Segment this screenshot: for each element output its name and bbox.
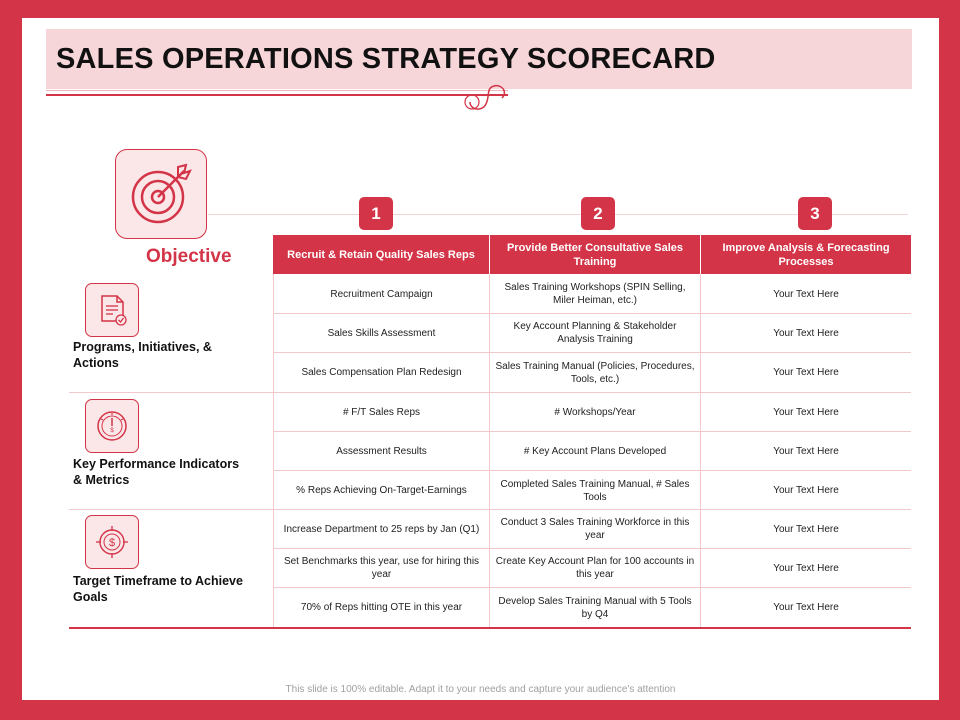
table-cell: Your Text Here: [701, 314, 911, 353]
table-cell: Develop Sales Training Manual with 5 Tools by Q4: [498, 595, 692, 620]
table-cell: Your Text Here: [701, 393, 911, 432]
document-check-icon: [93, 291, 131, 329]
table-cell: Sales Training Workshops (SPIN Selling, Miler Heiman, etc.): [490, 275, 700, 314]
column-header-1: Recruit & Retain Quality Sales Reps: [273, 235, 489, 274]
column-number-1: 1: [359, 197, 393, 230]
table-cell: % Reps Achieving On-Target-Earnings: [296, 485, 467, 496]
table-cell: Your Text Here: [773, 602, 839, 613]
table-cell: # F/T Sales Reps: [274, 393, 489, 432]
slide: [22, 18, 939, 700]
table-cell: Increase Department to 25 reps by Jan (Q1): [274, 510, 489, 549]
table-cell: Your Text Here: [773, 485, 839, 496]
objective-icon-box: [115, 149, 207, 239]
table-cell: # Workshops/Year: [490, 393, 700, 432]
table-bottom-rule: [69, 627, 911, 629]
table-cell: Your Text Here: [701, 510, 911, 549]
column-header-3: Improve Analysis & Forecasting Processes: [701, 235, 911, 274]
svg-text:$: $: [110, 428, 114, 434]
table-cell: Your Text Here: [701, 432, 911, 471]
page-title: SALES OPERATIONS STRATEGY SCORECARD: [56, 43, 716, 75]
column-header-2: Provide Better Consultative Sales Training: [490, 235, 700, 274]
table-cell: Assessment Results: [274, 432, 489, 471]
section-label-programs: Programs, Initiatives, & Actions: [73, 340, 212, 370]
section-label-kpi: Key Performance Indicators & Metrics: [73, 457, 240, 487]
column-number-3: 3: [798, 197, 832, 230]
target-icon-box: [85, 515, 139, 569]
table-cell: Key Account Planning & Stakeholder Analysis Training: [490, 314, 700, 353]
table-cell: Your Text Here: [701, 275, 911, 314]
column-number-2: 2: [581, 197, 615, 230]
svg-text:$: $: [108, 537, 116, 549]
footer-note: This slide is 100% editable. Adapt it to your needs and capture your audience's attention: [285, 684, 676, 695]
section-label-target: Target Timeframe to Achieve Goals: [73, 574, 243, 604]
programs-icon-box: [85, 283, 139, 337]
table-cell: Sales Compensation Plan Redesign: [301, 367, 462, 378]
kpi-icon-box: [85, 399, 139, 453]
table-cell: Recruitment Campaign: [274, 275, 489, 314]
speedometer-icon: [93, 407, 131, 445]
title-underline: [46, 94, 508, 96]
table-cell: Create Key Account Plan for 100 accounts in this year: [490, 549, 700, 588]
table-cell: Your Text Here: [701, 549, 911, 588]
table-cell: 70% of Reps hitting OTE in this year: [300, 602, 463, 613]
table-cell: Sales Skills Assessment: [274, 314, 489, 353]
table-cell: Conduct 3 Sales Training Workforce in this year: [490, 510, 700, 549]
target-arrow-icon: [128, 161, 194, 227]
title-underline-light: [46, 90, 508, 91]
table-cell: Set Benchmarks this year, use for hiring this year: [274, 549, 489, 588]
objective-label: Objective: [146, 246, 232, 267]
table-cell: Completed Sales Training Manual, # Sales Tools: [500, 478, 690, 503]
table-cell: Your Text Here: [773, 367, 839, 378]
table-cell: # Key Account Plans Developed: [490, 432, 700, 471]
flourish-icon: [462, 80, 512, 114]
dollar-target-icon: [93, 523, 131, 561]
table-cell: Sales Training Manual (Policies, Procedures, Tools, etc.): [495, 360, 695, 385]
